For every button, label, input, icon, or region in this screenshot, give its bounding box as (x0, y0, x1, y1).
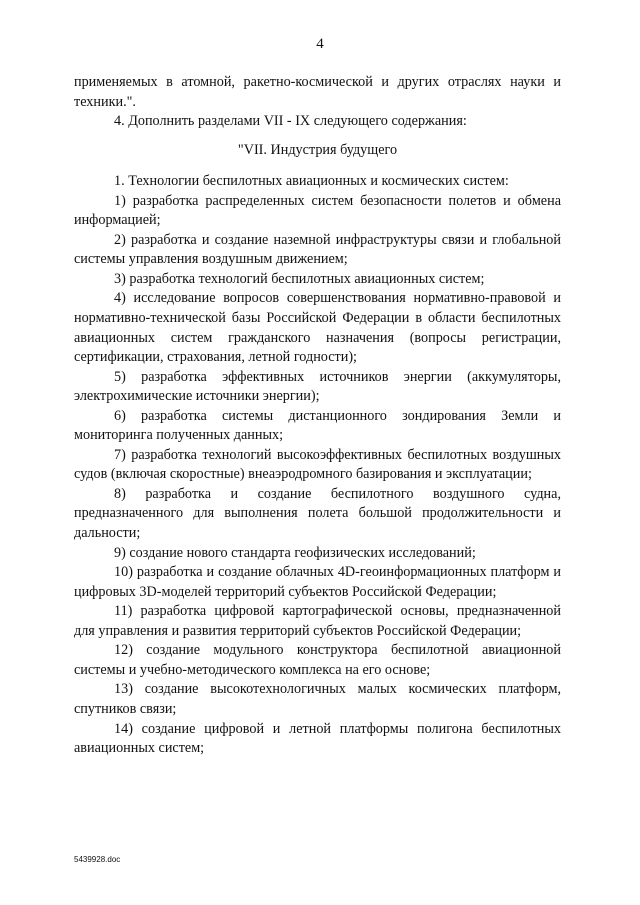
document-body (74, 73, 561, 759)
list-item: 8) разработка и создание беспилотного воздушного судна, предназначенного для выполнения полета большой продолжительности и дальности; (74, 485, 561, 542)
paragraph-continuation: применяемых в атомной, ракетно-космической и других отраслях науки и техники.". (74, 74, 561, 110)
list-item: 12) создание модульного конструктора беспилотной авиационной системы и учебно-методического комплекса на его основе; (74, 642, 561, 678)
list-item: 11) разработка цифровой картографической основы, предназначенной для управления и развития территорий субъектов Российской Федерации; (74, 603, 561, 639)
list-item: 9) создание нового стандарта геофизических исследований; (114, 544, 476, 561)
file-name-footer: 5439928.doc (74, 855, 121, 864)
list-item: 4) исследование вопросов совершенствования нормативно-правовой и нормативно-технической базы Российской Федерации в области беспилотных авиационных систем гражданского назначения (вопросы регистрации, сертификации, страхования, летной годности); (74, 290, 561, 366)
list-item: 2) разработка и создание наземной инфраструктуры связи и глобальной системы управления воздушным движением; (74, 231, 561, 268)
list-item: 13) создание высокотехнологичных малых космических платформ, спутников связи; (74, 681, 561, 717)
page-number: 4 (316, 36, 324, 52)
subsection-heading: 1. Технологии беспилотных авиационных и космических систем: (114, 173, 509, 190)
list-item: 3) разработка технологий беспилотных авиационных систем; (114, 270, 485, 287)
section-heading: "VII. Индустрия будущего (237, 141, 398, 158)
paragraph-item-4: 4. Дополнить разделами VII - IX следующего содержания: (114, 113, 467, 130)
list-item: 5) разработка эффективных источников энергии (аккумуляторы, электрохимические источники энергии); (74, 368, 561, 405)
list-item: 14) создание цифровой и летной платформы полигона беспилотных авиационных систем; (74, 720, 561, 757)
list-item: 1) разработка распределенных систем безопасности полетов и обмена информацией; (74, 192, 561, 229)
list-item: 6) разработка системы дистанционного зондирования Земли и мониторинга полученных данных; (74, 407, 561, 444)
list-item: 7) разработка технологий высокоэффективных беспилотных воздушных судов (включая скоростные) внеаэродромного базирования и эксплуатации; (74, 446, 561, 483)
list-item: 10) разработка и создание облачных 4D-геоинформационных платформ и цифровых 3D-моделей территорий субъектов Российской Федерации; (74, 564, 561, 600)
